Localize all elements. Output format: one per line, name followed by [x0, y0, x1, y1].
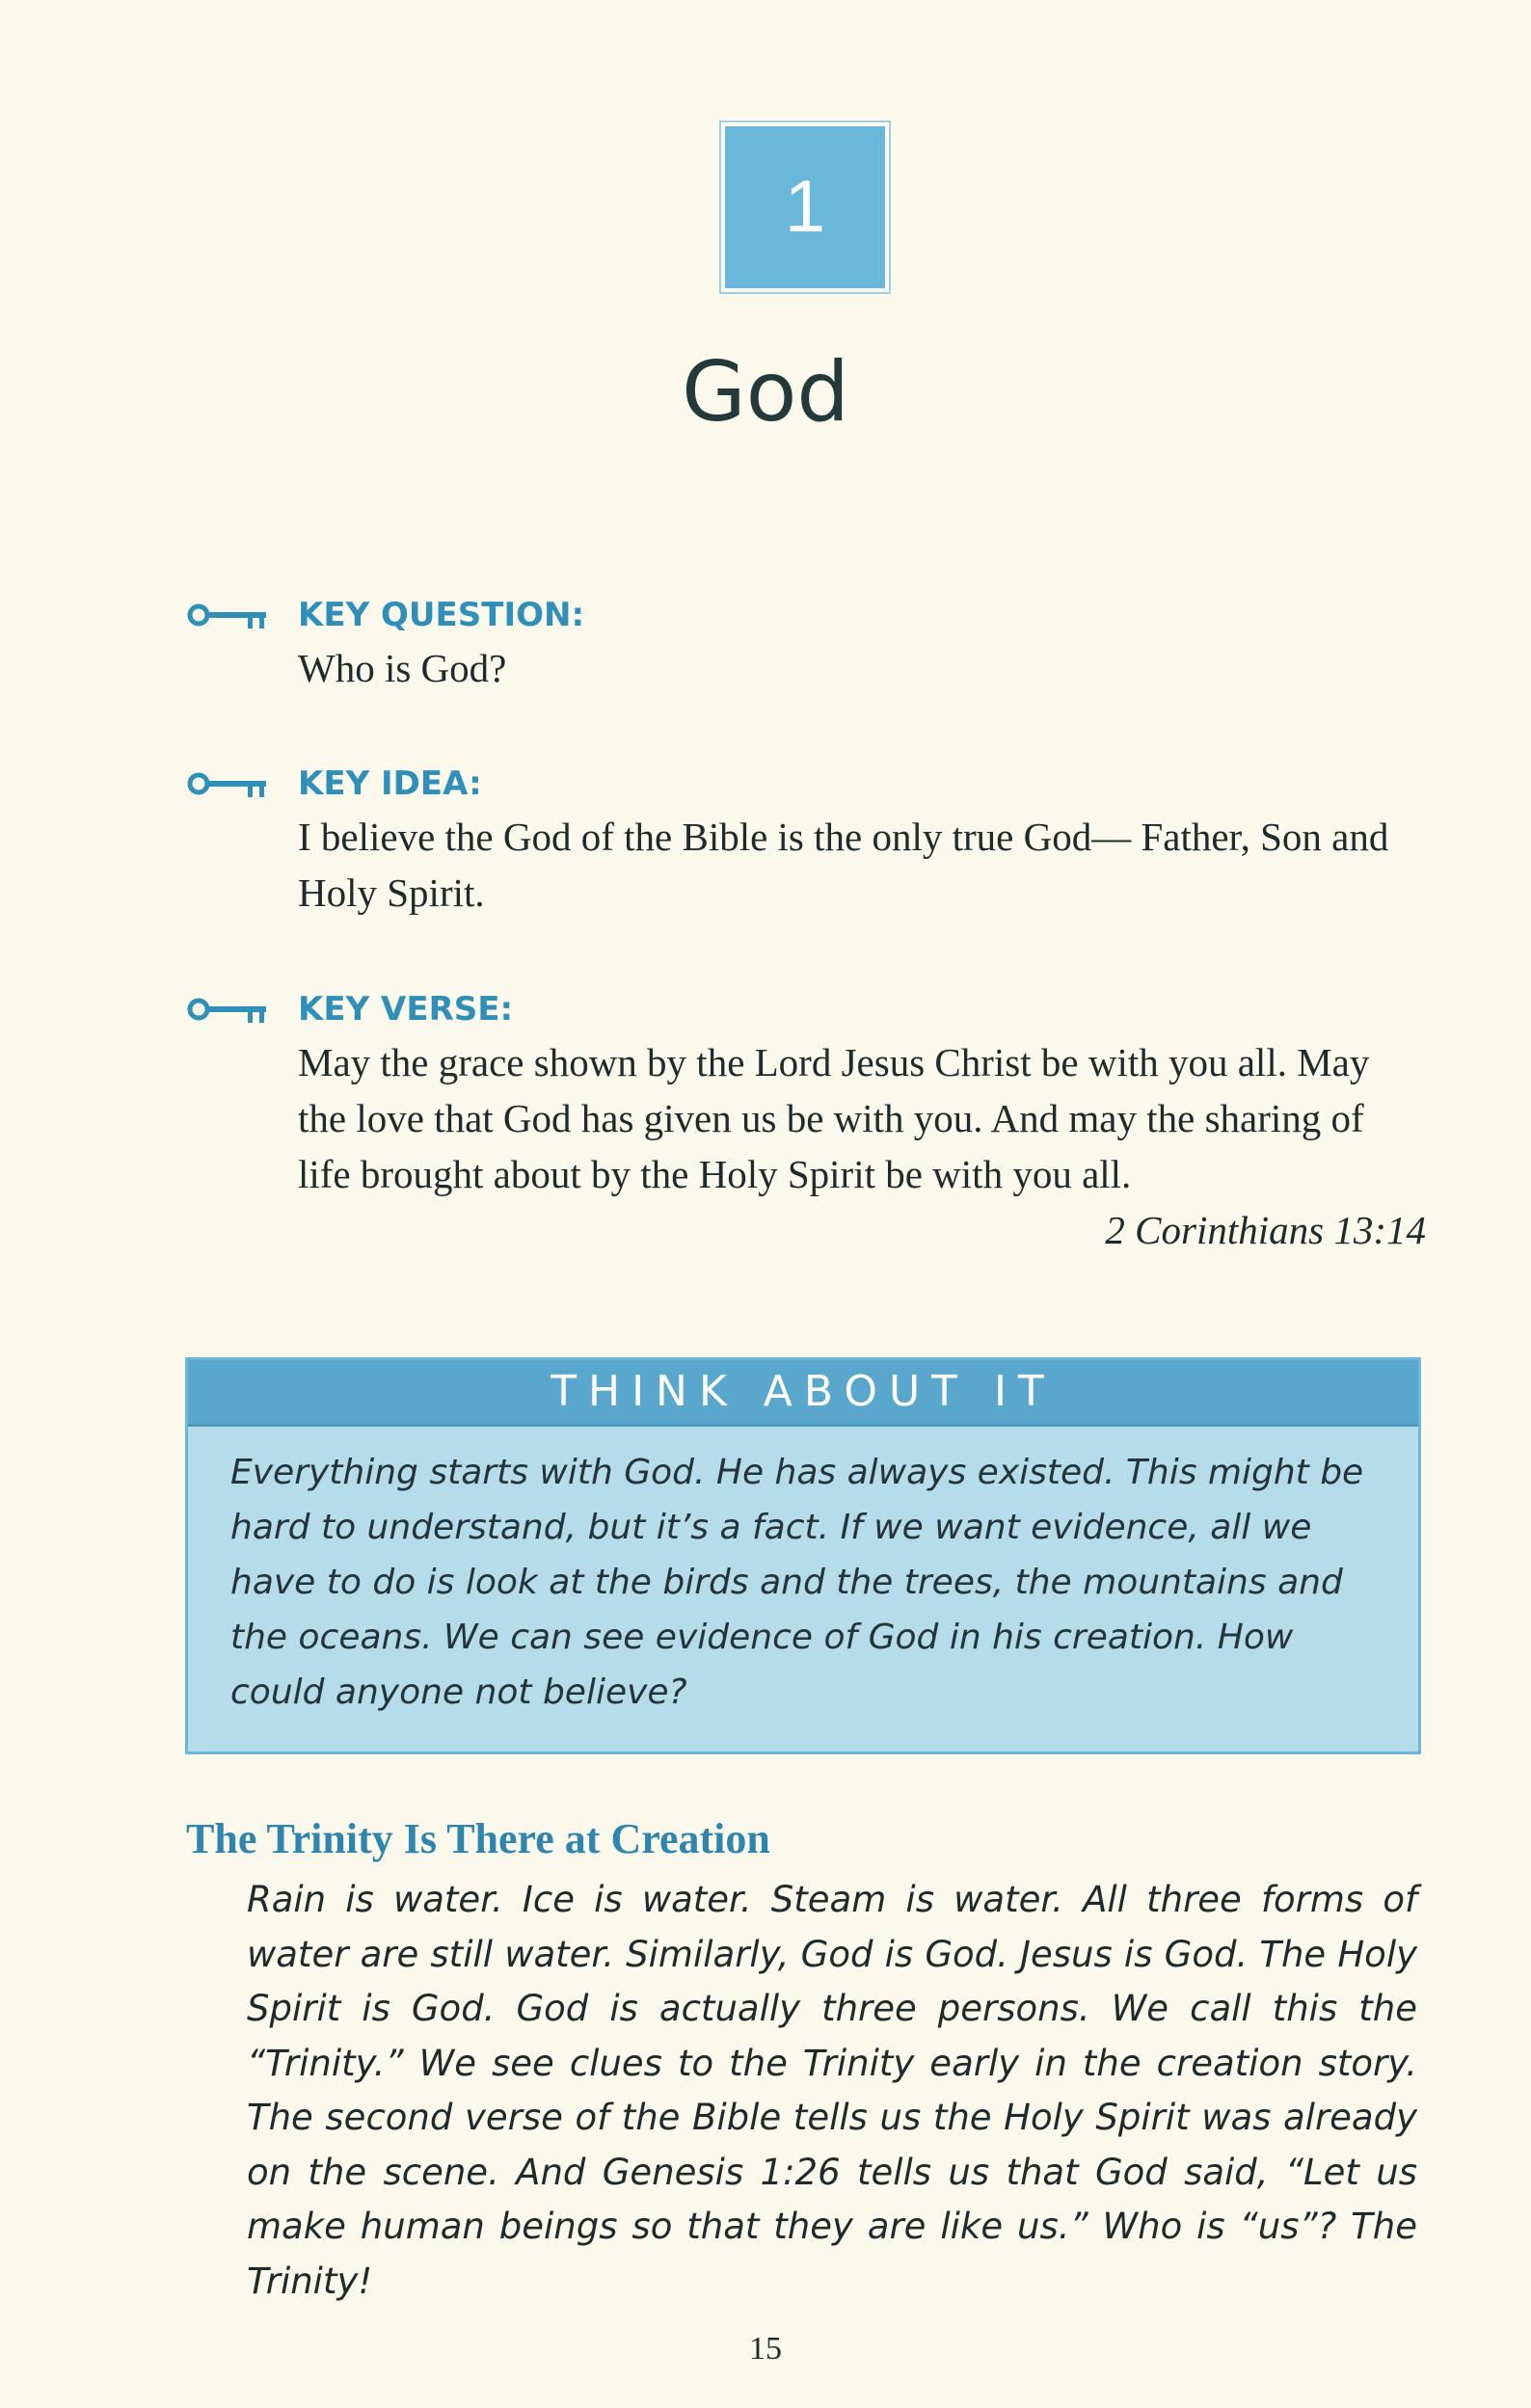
key-icon	[186, 602, 273, 630]
section-heading: The Trinity Is There at Creation	[186, 1815, 770, 1862]
key-verse-body	[298, 1034, 1426, 1258]
key-verse-section	[186, 986, 1430, 1275]
chapter-title: God	[682, 344, 849, 441]
think-about-it-text: Everything starts with God. He has always existed. This might be hard to understand, but it’s a fact. If we want evidence, all we have to do is look at the birds and the trees, the mountains and the oceans. We can see evidence of God in his creation. How could anyone not believe?	[230, 1453, 1364, 1712]
key-idea-section	[186, 761, 1430, 934]
chapter-number: 1	[784, 166, 826, 248]
page-number: 15	[749, 2331, 782, 2367]
key-question-label: KEY QUESTION:	[298, 596, 585, 634]
chapter-number-box	[725, 126, 885, 288]
think-about-it-title: THINK ABOUT IT	[188, 1360, 1418, 1427]
key-idea-text: I believe the God of the Bible is the only true God— Father, Son and Holy Spirit.	[298, 815, 1389, 915]
key-icon	[186, 770, 273, 799]
key-verse-reference: 2 Corinthians 13:14	[1105, 1208, 1426, 1252]
key-icon	[186, 996, 273, 1025]
key-verse-text: May the grace shown by the Lord Jesus Christ be with you all. May the love that God has given us be with you. And may the sharing of life brought about by the Holy Spirit be with you all.	[298, 1040, 1370, 1196]
think-about-it-box	[185, 1357, 1421, 1754]
key-question-text: Who is God?	[298, 646, 507, 690]
section-text: Rain is water. Ice is water. Steam is water. All three forms of water are still water. Similarly, God is God. Jesus is God. The Holy Spirit is God. God is actually three persons. We call this the “Trinity.” We see clues to the Trinity early in the creation story. The second verse of the Bible tells us the Holy Spirit was already on the scene. And Genesis 1:26 tells us that God said, “Let us make human beings so that they are like us.” Who is “us”? The Trinity!	[247, 1879, 1417, 2302]
key-idea-label: KEY IDEA:	[298, 764, 482, 803]
key-question-section	[186, 592, 1430, 708]
key-verse-label: KEY VERSE:	[298, 990, 514, 1029]
